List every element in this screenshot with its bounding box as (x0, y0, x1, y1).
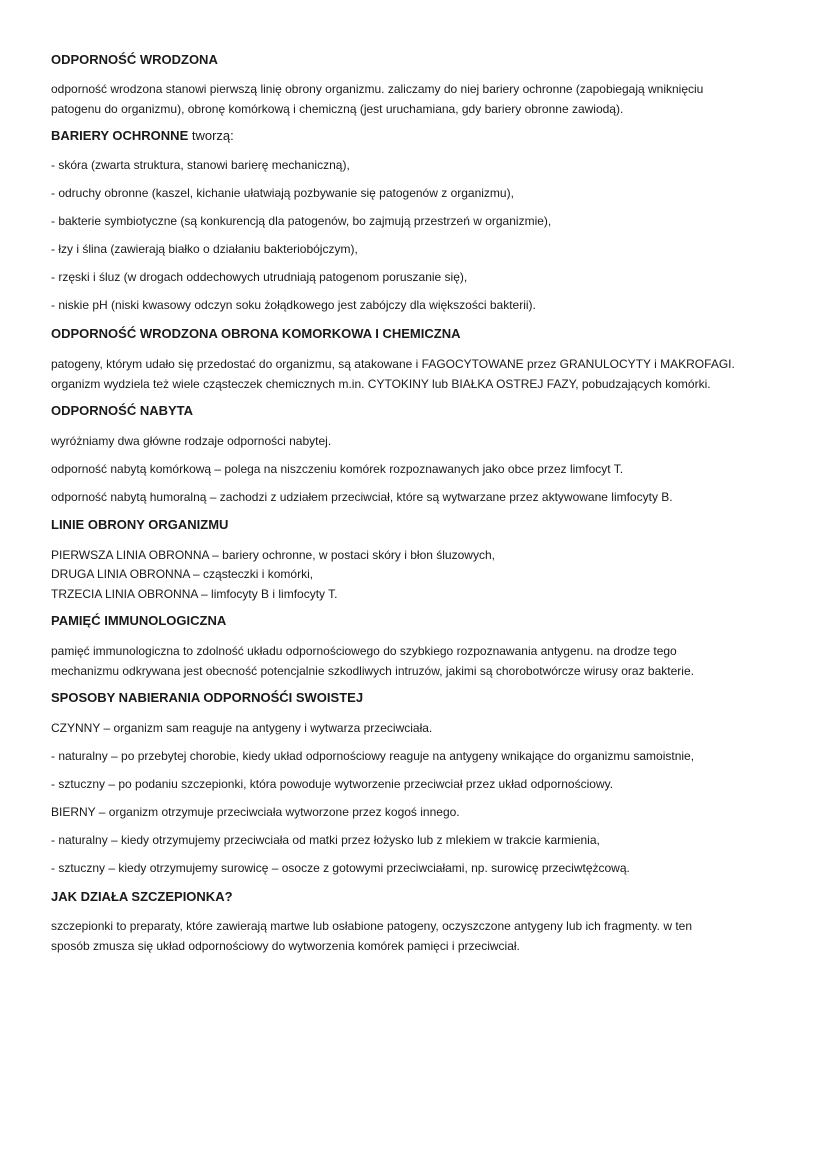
list-item: - łzy i ślina (zawierają białko o działaniu bakteriobójczym), (51, 242, 358, 256)
list-item: - naturalny – kiedy otrzymujemy przeciwciała od matki przez łożysko lub z mlekiem w trakcie karmienia, (51, 833, 600, 847)
defense-line-item: PIERWSZA LINIA OBRONNA – bariery ochronne, w postaci skóry i błon śluzowych, (51, 548, 495, 562)
list-item: - sztuczny – po podaniu szczepionki, która powoduje wytworzenie przeciwciał przez układ odpornościowy. (51, 777, 614, 791)
list-item: - sztuczny – kiedy otrzymujemy surowicę – osocze z gotowymi przeciwciałami, np. surowicę przeciwtężcową. (51, 861, 630, 875)
paragraph-line: pamięć immunologiczna to zdolność układu odpornościowego do szybkiego rozpoznawania antygenu. na drodze tego (51, 644, 677, 658)
list-item: - rzęski i śluz (w drogach oddechowych utrudniają patogenom poruszanie się), (51, 270, 468, 284)
section-title-odpornosc-nabyta: ODPORNOŚĆ NABYTA (51, 403, 194, 418)
paragraph-line: szczepionki to preparaty, które zawierają martwe lub osłabione patogeny, oczyszczone antygeny lub ich fragmenty. w ten (51, 919, 692, 933)
list-item: - niskie pH (niski kwasowy odczyn soku żołądkowego jest zabójczy dla większości bakterii). (51, 298, 536, 312)
defense-line-item: DRUGA LINIA OBRONNA – cząsteczki i komórki, (51, 567, 314, 581)
paragraph-line: odporność nabytą komórkową – polega na niszczeniu komórek rozpoznawanych jako obce przez limfocyt T. (51, 462, 624, 476)
paragraph-line: wyróżniamy dwa główne rodzaje odporności nabytej. (51, 434, 332, 448)
paragraph-line: CZYNNY – organizm sam reaguje na antygeny i wytwarza przeciwciała. (51, 721, 433, 735)
list-item: - skóra (zwarta struktura, stanowi barierę mechaniczną), (51, 158, 350, 172)
paragraph-line: patogeny, którym udało się przedostać do organizmu, są atakowane i FAGOCYTOWANE przez GRANULOCYTY i MAKROFAGI. (51, 357, 735, 371)
section-title-bold: BARIERY OCHRONNE (51, 128, 189, 143)
paragraph-line: organizm wydziela też wiele cząsteczek chemicznych m.in. CYTOKINY lub BIAŁKA OSTREJ FAZY, pobudzających komórki. (51, 377, 711, 391)
list-item: - bakterie symbiotyczne (są konkurencją dla patogenów, bo zajmują przestrzeń w organizmie), (51, 214, 552, 228)
section-title-rest: tworzą: (188, 128, 234, 143)
section-title-pamiec-immunologiczna: PAMIĘĆ IMMUNOLOGICZNA (51, 613, 227, 628)
section-title-sposoby-nabierania: SPOSOBY NABIERANIA ODPORNOŚĆI SWOISTEJ (51, 690, 364, 705)
section-title-bariery-ochronne (51, 126, 761, 146)
paragraph-line: patogenu do organizmu), obronę komórkową i chemiczną (jest uruchamiana, gdy bariery obronne zawiodą). (51, 102, 624, 116)
section-title-obrona-komorkowa: ODPORNOŚĆ WRODZONA OBRONA KOMORKOWA I CHEMICZNA (51, 326, 461, 341)
paragraph-line: odporność nabytą humoralną – zachodzi z udziałem przeciwciał, które są wytwarzane przez aktywowane limfocyty B. (51, 490, 673, 504)
paragraph-line: BIERNY – organizm otrzymuje przeciwciała wytworzone przez kogoś innego. (51, 805, 460, 819)
list-item: - naturalny – po przebytej chorobie, kiedy układ odpornościowy reaguje na antygeny wnikające do organizmu samoistnie, (51, 749, 695, 763)
paragraph-line: mechanizmu odkrywana jest obecność potencjalnie szkodliwych intruzów, jakimi są chorobotwórcze wirusy oraz bakterie. (51, 664, 694, 678)
section-title-linie-obrony: LINIE OBRONY ORGANIZMU (51, 517, 229, 532)
section-title-jak-dziala-szczepionka: JAK DZIAŁA SZCZEPIONKA? (51, 889, 233, 904)
list-item: - odruchy obronne (kaszel, kichanie ułatwiają pozbywanie się patogenów z organizmu), (51, 186, 514, 200)
paragraph-line: odporność wrodzona stanowi pierwszą linię obrony organizmu. zaliczamy do niej bariery ochronne (zapobiegają wniknięciu (51, 82, 704, 96)
defense-line-item: TRZECIA LINIA OBRONNA – limfocyty B i limfocyty T. (51, 587, 338, 601)
section-title-odpornosc-wrodzona: ODPORNOŚĆ WRODZONA (51, 52, 218, 67)
paragraph-line: sposób zmusza się układ odpornościowy do wytworzenia komórek pamięci i przeciwciał. (51, 939, 520, 953)
